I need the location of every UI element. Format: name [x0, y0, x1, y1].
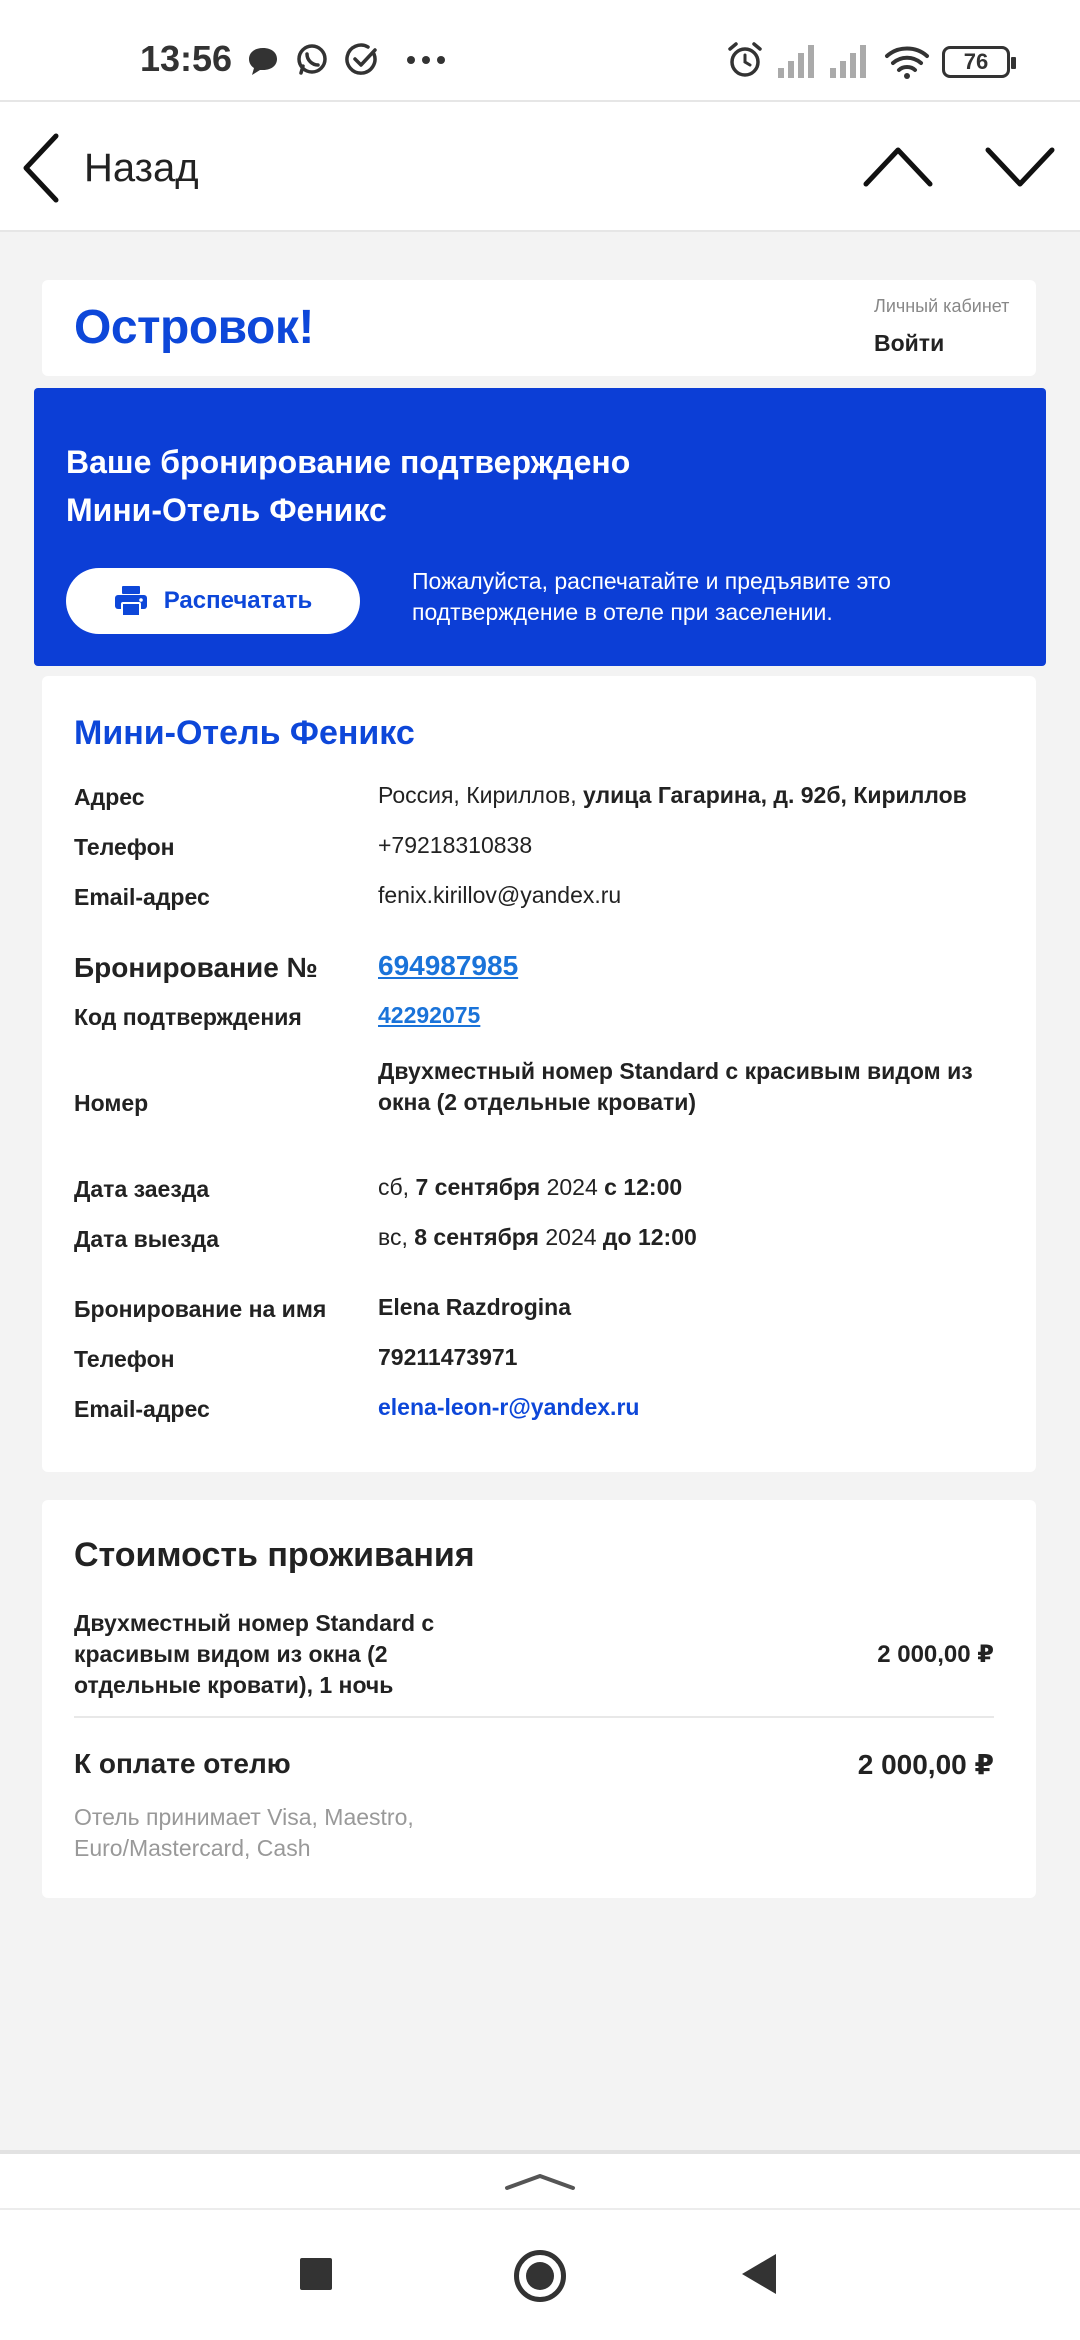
checkin-label: Дата заезда	[74, 1176, 210, 1202]
battery-indicator: 76	[942, 46, 1010, 78]
room-value: Двухместный номер Standard с красивым видом из окна (2 отдельные кровати)	[378, 1058, 973, 1115]
chevron-up-icon[interactable]	[862, 136, 934, 196]
page-background	[0, 1912, 1080, 2150]
chevron-down-icon[interactable]	[984, 136, 1056, 196]
guest-email-value	[378, 1392, 639, 1423]
banner-title	[66, 438, 630, 534]
printer-icon	[114, 585, 148, 617]
guest-phone: 79211473971	[378, 1344, 518, 1370]
signal-icon	[776, 44, 816, 78]
print-button-label: Распечатать	[163, 587, 313, 614]
alarm-icon	[726, 40, 764, 80]
signal-icon	[828, 44, 868, 78]
email-label: Email-адрес	[74, 884, 210, 910]
system-nav-bar	[0, 2210, 1080, 2340]
system-back-icon[interactable]	[742, 2254, 776, 2294]
banner-title-line1: Ваше бронирование подтверждено	[66, 444, 631, 480]
booking-number-value	[378, 950, 518, 983]
account-label: Личный кабинет	[874, 296, 1010, 316]
page-content	[32, 232, 1046, 1912]
status-bar	[0, 0, 1080, 100]
chevron-up-small-icon	[503, 2170, 577, 2192]
print-button[interactable]	[66, 568, 360, 634]
price-divider	[74, 1716, 994, 1718]
checkout-label: Дата выезда	[74, 1226, 220, 1252]
checkout-value: вс, 8 сентября 2024 до 12:00	[378, 1224, 697, 1250]
booking-number-label: Бронирование №	[74, 952, 318, 983]
price-item-amount: 2 000,00 ₽	[877, 1641, 994, 1668]
payment-methods-note: Отель принимает Visa, Maestro, Euro/Mastercard, Cash	[74, 1804, 414, 1861]
back-button[interactable]	[20, 130, 199, 206]
confirmation-code-value	[378, 1000, 480, 1031]
home-icon[interactable]	[514, 2250, 566, 2302]
guest-name: Elena Razdrogina	[378, 1294, 571, 1320]
price-item-description: Двухместный номер Standard с красивым видом из окна (2 отдельные кровати), 1 ночь	[74, 1610, 435, 1698]
hotel-name: Мини-Отель Феникс	[74, 714, 415, 752]
checkin-value: сб, 7 сентября 2024 с 12:00	[378, 1174, 683, 1200]
confirmation-code-label: Код подтверждения	[74, 1004, 302, 1030]
room-label: Номер	[74, 1090, 149, 1116]
check-circle-icon	[344, 42, 380, 78]
brand-logo[interactable]: Островок!	[74, 301, 314, 354]
recent-apps-icon[interactable]	[300, 2258, 332, 2290]
total-amount: 2 000,00 ₽	[857, 1749, 994, 1780]
back-arrow-icon	[20, 132, 62, 204]
more-dots-icon	[406, 54, 446, 66]
brand-header	[42, 280, 1036, 376]
guest-email-link[interactable]: elena-leon-r@yandex.ru	[378, 1394, 640, 1420]
wifi-icon	[884, 44, 930, 80]
hotel-phone: +79218310838	[378, 832, 533, 858]
guest-email-label: Email-адрес	[74, 1396, 210, 1422]
whatsapp-icon	[294, 42, 330, 78]
back-label: Назад	[84, 145, 199, 190]
banner-title-line2: Мини-Отель Феникс	[66, 492, 387, 528]
confirmation-code-link[interactable]: 42292075	[378, 1002, 481, 1028]
confirmation-banner	[34, 388, 1046, 666]
bottom-sheet-handle[interactable]	[0, 2150, 1080, 2210]
print-note: Пожалуйста, распечатайте и предъявите это подтверждение в отеле при заселении.	[412, 568, 891, 625]
price-card	[42, 1500, 1036, 1898]
address-value: Россия, Кириллов, улица Гагарина, д. 92б, Кириллов	[378, 782, 967, 808]
login-link[interactable]: Войти	[874, 330, 945, 356]
address-label: Адрес	[74, 784, 145, 810]
price-title: Стоимость проживания	[74, 1536, 475, 1574]
booking-details-card	[42, 676, 1036, 1472]
status-time: 13:56	[140, 38, 233, 79]
phone-label: Телефон	[74, 834, 175, 860]
booking-number-link[interactable]: 694987985	[378, 950, 519, 981]
browser-nav-bar	[0, 100, 1080, 232]
hotel-email: fenix.kirillov@yandex.ru	[378, 882, 622, 908]
total-label: К оплате отелю	[74, 1748, 291, 1779]
guest-phone-label: Телефон	[74, 1346, 175, 1372]
guest-name-label: Бронирование на имя	[74, 1296, 327, 1322]
chat-icon	[246, 44, 280, 78]
